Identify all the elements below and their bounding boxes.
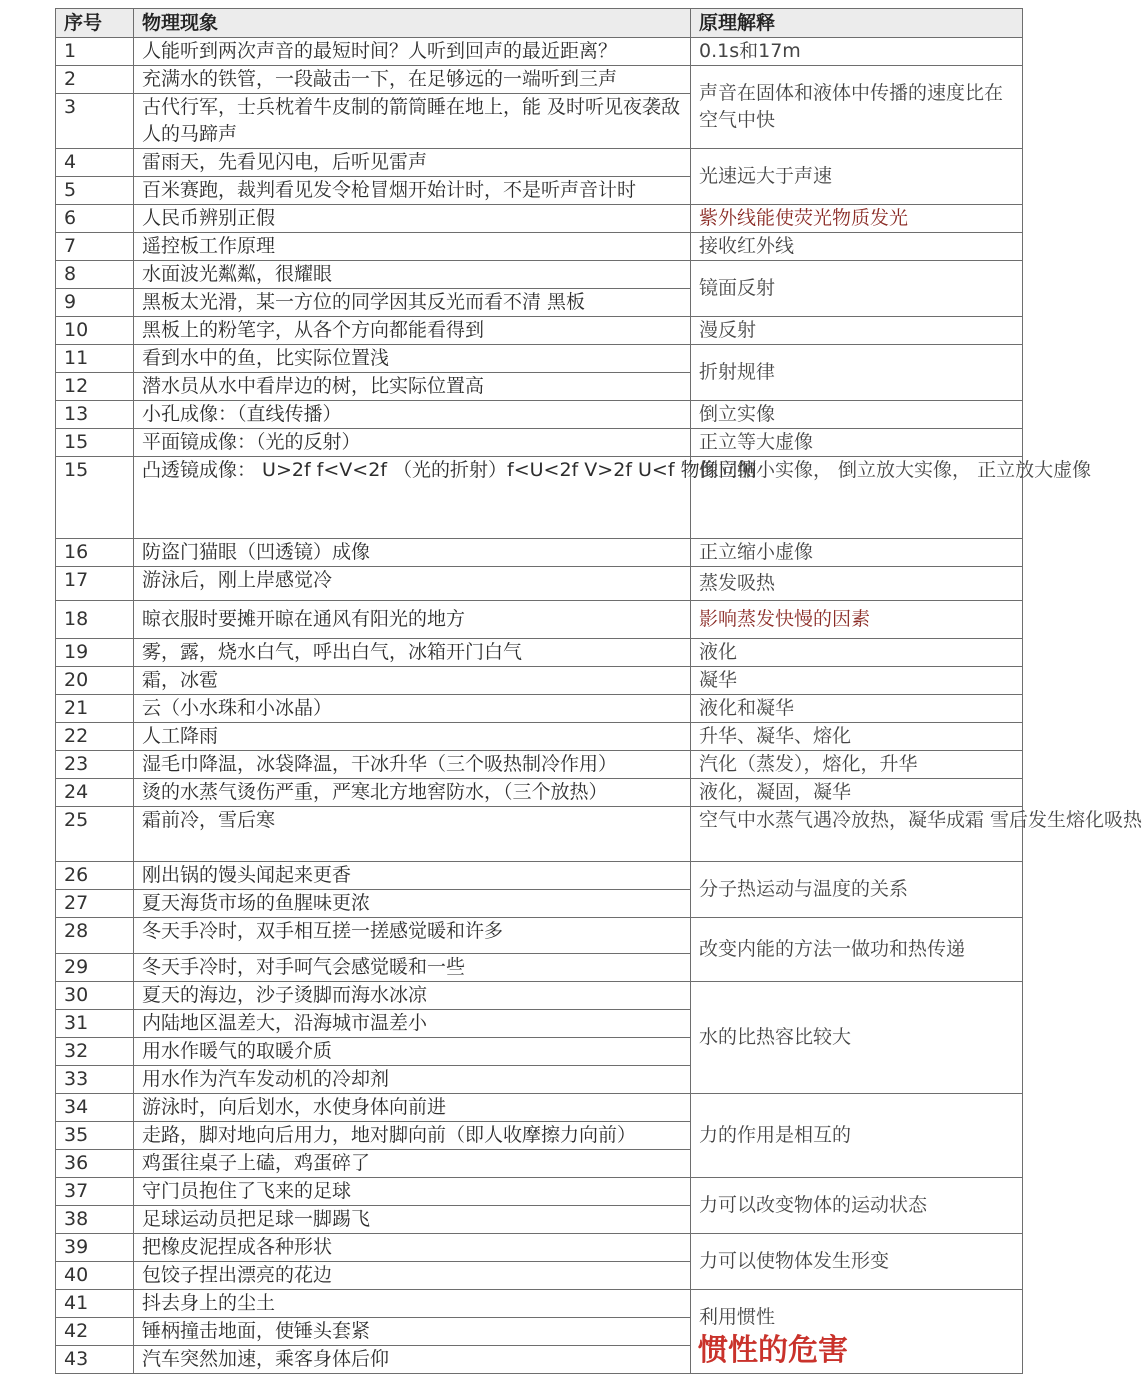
row-num: 15 xyxy=(56,429,134,457)
row-explanation: 汽化（蒸发），熔化，升华 xyxy=(691,751,1023,779)
row-phenomenon: 云（小水珠和小冰晶） xyxy=(134,695,691,723)
row-phenomenon: 平面镜成像：（光的反射） xyxy=(134,429,691,457)
row-phenomenon: 游泳时，向后划水，水使身体向前进 xyxy=(134,1094,691,1122)
row-num: 28 xyxy=(56,918,134,954)
row-explanation: 正立缩小虚像 xyxy=(691,539,1023,567)
row-phenomenon: 鸡蛋往桌子上磕，鸡蛋碎了 xyxy=(134,1150,691,1178)
table-row xyxy=(56,751,1023,779)
row-explanation: 紫外线能使荧光物质发光 xyxy=(691,205,1023,233)
header-num: 序号 xyxy=(56,9,134,38)
row-explanation: 折射规律 xyxy=(691,345,1023,401)
row-phenomenon: 用水作暖气的取暖介质 xyxy=(134,1038,691,1066)
row-phenomenon: 走路，脚对地向后用力，地对脚向前（即人收摩擦力向前） xyxy=(134,1122,691,1150)
row-phenomenon: 湿毛巾降温，冰袋降温，干冰升华（三个吸热制冷作用） xyxy=(134,751,691,779)
row-num: 33 xyxy=(56,1066,134,1094)
row-num: 16 xyxy=(56,539,134,567)
row-explanation: 利用惯性 xyxy=(691,1290,1023,1374)
row-num: 39 xyxy=(56,1234,134,1262)
row-num: 34 xyxy=(56,1094,134,1122)
row-phenomenon: 雷雨天，先看见闪电，后听见雷声 xyxy=(134,149,691,177)
row-explanation: 倒立实像 xyxy=(691,401,1023,429)
table-row xyxy=(56,807,1023,862)
row-num: 4 xyxy=(56,149,134,177)
table-row xyxy=(56,667,1023,695)
row-num: 41 xyxy=(56,1290,134,1318)
table-row xyxy=(56,457,1023,539)
row-explanation: 改变内能的方法一做功和热传递 xyxy=(691,918,1023,982)
row-explanation: 影响蒸发快慢的因素 xyxy=(691,601,1023,639)
row-phenomenon: 把橡皮泥捏成各种形状 xyxy=(134,1234,691,1262)
row-num: 15 xyxy=(56,457,134,539)
table-row xyxy=(56,982,1023,1010)
row-explanation: 漫反射 xyxy=(691,317,1023,345)
row-num: 6 xyxy=(56,205,134,233)
row-num: 27 xyxy=(56,890,134,918)
table-row xyxy=(56,261,1023,289)
row-num: 40 xyxy=(56,1262,134,1290)
row-num: 26 xyxy=(56,862,134,890)
row-explanation: 升华、凝华、熔化 xyxy=(691,723,1023,751)
row-num: 1 xyxy=(56,38,134,66)
table-row xyxy=(56,601,1023,639)
row-num: 29 xyxy=(56,954,134,982)
table-row xyxy=(56,429,1023,457)
row-phenomenon: 充满水的铁管，一段敲击一下，在足够远的一端听到三声 xyxy=(134,66,691,94)
table-row xyxy=(56,345,1023,373)
row-num: 11 xyxy=(56,345,134,373)
row-num: 9 xyxy=(56,289,134,317)
row-phenomenon: 黑板太光滑，某一方位的同学因其反光而看不清 黑板 xyxy=(134,289,691,317)
table-row xyxy=(56,723,1023,751)
table-row xyxy=(56,205,1023,233)
table-row xyxy=(56,567,1023,601)
row-num: 3 xyxy=(56,94,134,149)
row-phenomenon: 雾，露，烧水白气，呼出白气，冰箱开门白气 xyxy=(134,639,691,667)
row-phenomenon: 凸透镜成像： U>2f f<V<2f （光的折射）f<U<2f V>2f U<f 物像同侧 xyxy=(134,457,691,539)
row-num: 37 xyxy=(56,1178,134,1206)
row-num: 12 xyxy=(56,373,134,401)
row-num: 35 xyxy=(56,1122,134,1150)
table-row xyxy=(56,1290,1023,1318)
row-explanation: 分子热运动与温度的关系 xyxy=(691,862,1023,918)
row-explanation: 液化和凝华 xyxy=(691,695,1023,723)
row-phenomenon: 汽车突然加速，乘客身体后仰 xyxy=(134,1346,691,1374)
row-explanation: 光速远大于声速 xyxy=(691,149,1023,205)
row-phenomenon: 水面波光粼粼，很耀眼 xyxy=(134,261,691,289)
row-explanation: 液化 xyxy=(691,639,1023,667)
row-phenomenon: 刚出锅的馒头闻起来更香 xyxy=(134,862,691,890)
row-phenomenon: 用水作为汽车发动机的冷却剂 xyxy=(134,1066,691,1094)
row-explanation: 正立等大虚像 xyxy=(691,429,1023,457)
row-phenomenon: 游泳后，刚上岸感觉冷 xyxy=(134,567,691,601)
table-row xyxy=(56,1178,1023,1206)
row-phenomenon: 人民币辨别正假 xyxy=(134,205,691,233)
row-num: 18 xyxy=(56,601,134,639)
row-num: 17 xyxy=(56,567,134,601)
row-phenomenon: 潜水员从水中看岸边的树，比实际位置高 xyxy=(134,373,691,401)
row-phenomenon: 古代行军，士兵枕着牛皮制的箭筒睡在地上，能 及时听见夜袭敌人的马蹄声 xyxy=(134,94,691,149)
row-explanation: 蒸发吸热 xyxy=(691,567,1023,601)
row-phenomenon: 霜前冷，雪后寒 xyxy=(134,807,691,862)
row-phenomenon: 遥控板工作原理 xyxy=(134,233,691,261)
row-num: 24 xyxy=(56,779,134,807)
table-row xyxy=(56,779,1023,807)
table-row xyxy=(56,539,1023,567)
table-row xyxy=(56,862,1023,890)
table-row xyxy=(56,1094,1023,1122)
row-explanation: 空气中水蒸气遇冷放热，凝华成霜 雪后发生熔化吸热 xyxy=(691,807,1023,862)
row-num: 36 xyxy=(56,1150,134,1178)
row-explanation: 力可以使物体发生形变 xyxy=(691,1234,1023,1290)
row-num: 42 xyxy=(56,1318,134,1346)
table-row xyxy=(56,918,1023,954)
row-num: 23 xyxy=(56,751,134,779)
row-phenomenon: 晾衣服时要摊开晾在通风有阳光的地方 xyxy=(134,601,691,639)
row-phenomenon: 守门员抱住了飞来的足球 xyxy=(134,1178,691,1206)
row-num: 25 xyxy=(56,807,134,862)
row-phenomenon: 人能听到两次声音的最短时间？人听到回声的最近距离？ xyxy=(134,38,691,66)
handwritten-annotation: 惯性的危害 xyxy=(698,1333,848,1368)
row-explanation: 倒立缩小实像， 倒立放大实像， 正立放大虚像 xyxy=(691,457,1023,539)
row-phenomenon: 抖去身上的尘土 xyxy=(134,1290,691,1318)
table-row xyxy=(56,1234,1023,1262)
row-phenomenon: 锤柄撞击地面，使锤头套紧 xyxy=(134,1318,691,1346)
row-num: 30 xyxy=(56,982,134,1010)
table-row xyxy=(56,38,1023,66)
row-phenomenon: 包饺子捏出漂亮的花边 xyxy=(134,1262,691,1290)
row-num: 2 xyxy=(56,66,134,94)
row-num: 31 xyxy=(56,1010,134,1038)
table-row xyxy=(56,401,1023,429)
row-explanation: 力可以改变物体的运动状态 xyxy=(691,1178,1023,1234)
row-num: 13 xyxy=(56,401,134,429)
row-phenomenon: 黑板上的粉笔字，从各个方向都能看得到 xyxy=(134,317,691,345)
row-num: 19 xyxy=(56,639,134,667)
row-phenomenon: 夏天的海边，沙子烫脚而海水冰凉 xyxy=(134,982,691,1010)
row-phenomenon: 百米赛跑，裁判看见发令枪冒烟开始计时，不是听声音计时 xyxy=(134,177,691,205)
row-num: 38 xyxy=(56,1206,134,1234)
row-phenomenon: 防盗门猫眼（凹透镜）成像 xyxy=(134,539,691,567)
table-row xyxy=(56,695,1023,723)
row-num: 21 xyxy=(56,695,134,723)
physics-phenomena-table xyxy=(55,8,1142,1374)
table-row xyxy=(56,66,1023,94)
row-num: 7 xyxy=(56,233,134,261)
row-explanation: 水的比热容比较大 xyxy=(691,982,1023,1094)
row-num: 8 xyxy=(56,261,134,289)
row-phenomenon: 内陆地区温差大，沿海城市温差小 xyxy=(134,1010,691,1038)
row-phenomenon: 冬天手冷时，对手呵气会感觉暖和一些 xyxy=(134,954,691,982)
row-phenomenon: 小孔成像：（直线传播） xyxy=(134,401,691,429)
row-num: 5 xyxy=(56,177,134,205)
table-row xyxy=(56,317,1023,345)
row-phenomenon: 烫的水蒸气烫伤严重，严寒北方地窖防水，（三个放热） xyxy=(134,779,691,807)
row-phenomenon: 霜，冰雹 xyxy=(134,667,691,695)
row-phenomenon: 冬天手冷时，双手相互搓一搓感觉暖和许多 xyxy=(134,918,691,954)
row-explanation: 液化，凝固，凝华 xyxy=(691,779,1023,807)
header-phenomenon: 物理现象 xyxy=(134,9,691,38)
row-explanation: 0.1s和17m xyxy=(691,38,1023,66)
row-explanation: 力的作用是相互的 xyxy=(691,1094,1023,1178)
header-explanation: 原理解释 xyxy=(691,9,1023,38)
row-explanation: 凝华 xyxy=(691,667,1023,695)
row-phenomenon: 看到水中的鱼，比实际位置浅 xyxy=(134,345,691,373)
table-row xyxy=(56,639,1023,667)
row-phenomenon: 人工降雨 xyxy=(134,723,691,751)
row-phenomenon: 夏天海货市场的鱼腥味更浓 xyxy=(134,890,691,918)
row-explanation: 镜面反射 xyxy=(691,261,1023,317)
row-num: 43 xyxy=(56,1346,134,1374)
row-explanation: 声音在固体和液体中传播的速度比在空气中快 xyxy=(691,66,1023,149)
table-row xyxy=(56,149,1023,177)
row-phenomenon: 足球运动员把足球一脚踢飞 xyxy=(134,1206,691,1234)
table-row xyxy=(56,233,1023,261)
header-row xyxy=(56,9,1023,38)
row-num: 22 xyxy=(56,723,134,751)
row-num: 10 xyxy=(56,317,134,345)
row-num: 32 xyxy=(56,1038,134,1066)
row-num: 20 xyxy=(56,667,134,695)
row-explanation: 接收红外线 xyxy=(691,233,1023,261)
